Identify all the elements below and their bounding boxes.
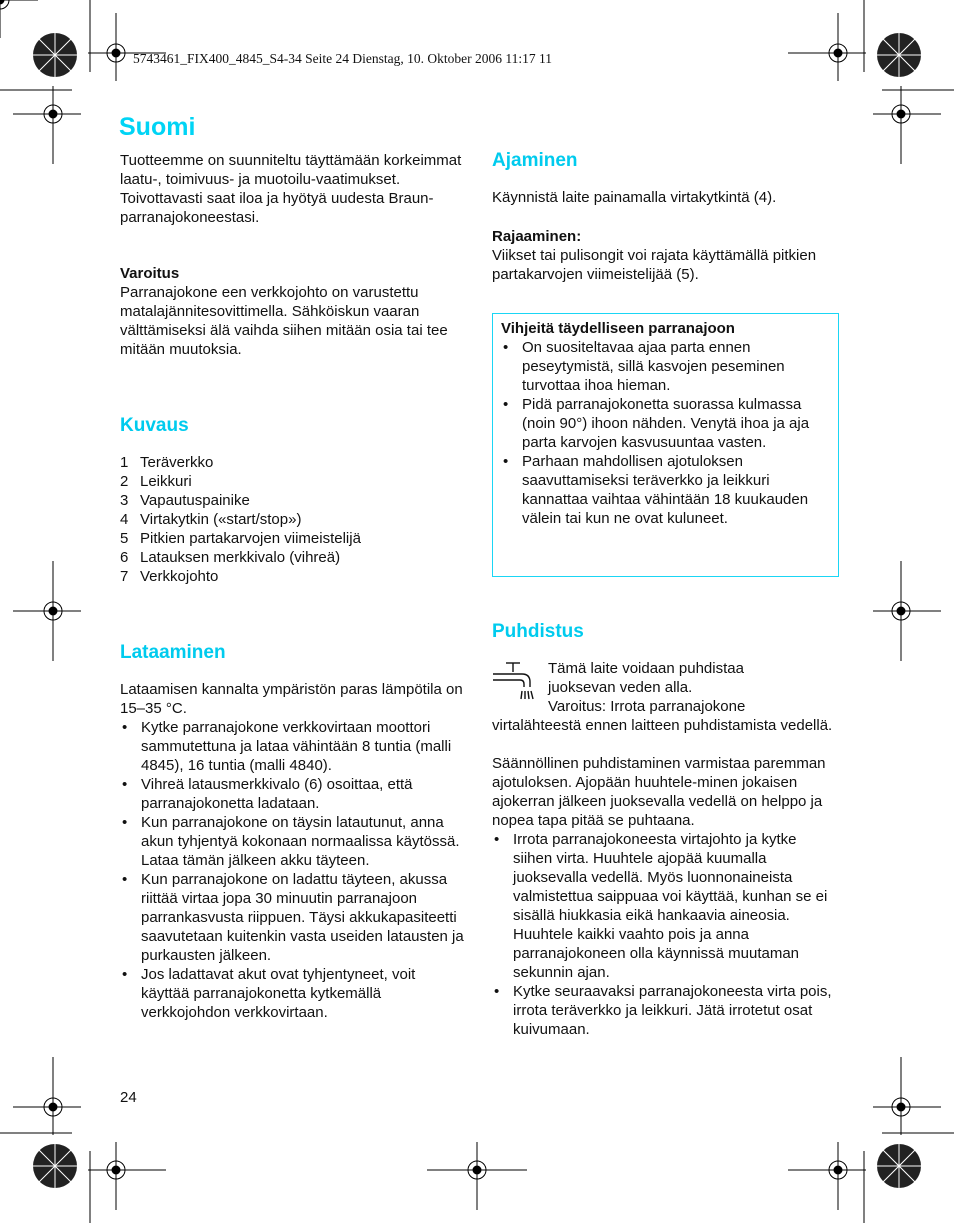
puhdistus-warning-rest: virtalähteestä ennen laitteen puhdistamista vedellä. (492, 717, 833, 734)
kuvaus-heading: Kuvaus (120, 415, 189, 436)
warning-text: Parranajokone een verkkojohto on varustettu matalajännitesovittimella. Sähköiskun vaaran välttämiseksi älä vaihda siihen mitään osia tai tee mitään muutoksia. (120, 284, 448, 358)
puhdistus-heading: Puhdistus (492, 621, 584, 642)
list-item: • Parhaan mahdollisen ajotuloksen saavuttamiseksi teräverkko ja leikkuri kannattaa vaihtaa vähintään 18 kuukauden välein tai kun ne ovat kuluneet. (501, 452, 830, 528)
warning-heading: Varoitus (120, 265, 180, 282)
rajaaminen-section (492, 227, 839, 284)
parts-list (120, 453, 465, 586)
list-item: 5 Pitkien partakarvojen viimeistelijä (120, 530, 361, 547)
list-item: • Kytke parranajokone verkkovirtaan moottori sammutettuna ja lataa vähintään 8 tuntia (malli 4845), 16 tuntia (malli 4840). (120, 718, 465, 775)
list-item: • Irrota parranajokoneesta virtajohto ja kytke siihen virta. Huuhtele ajopää kuumalla juoksevalla vedellä. Myös luonnonaineista valmistettua saippuaa voi käyttää, kunhan se ei sisällä hiukkasia eikä hankaavia aineosia. Huuhtele kaikki vaahto pois ja anna parranajokoneen olla käynnissä muutaman sekunnin ajan. (492, 830, 839, 982)
rajaaminen-text: Viikset tai pulisongit voi rajata käyttämällä pitkien partakarvojen viimeistelijää (5). (492, 247, 817, 283)
page-number: 24 (120, 1089, 137, 1106)
puhdistus-line3: Varoitus: Irrota parranajokone (548, 698, 746, 715)
puhdistus-line1: Tämä laite voidaan puhdistaa (548, 660, 744, 677)
page-title: Suomi (119, 113, 196, 141)
warning-section (120, 264, 465, 359)
rajaaminen-heading: Rajaaminen: (492, 228, 582, 245)
tips-heading: Vihjeitä täydelliseen parranajoon (501, 320, 735, 337)
charging-list (120, 718, 465, 1022)
lataaminen-heading: Lataaminen (120, 642, 226, 663)
tips-list (501, 338, 830, 528)
list-item: 1 Teräverkko (120, 454, 214, 471)
list-item: • Kun parranajokone on täysin latautunut, anna akun tyhjentyä kokonaan normaalissa käytössä. Lataa tämän jälkeen akku täyteen. (120, 813, 465, 870)
puhdistus-lines (548, 659, 840, 716)
lataaminen-intro: Lataamisen kannalta ympäristön paras lämpötila on 15–35 °C. (120, 681, 463, 717)
list-item: 6 Latauksen merkkivalo (vihreä) (120, 549, 341, 566)
list-item: • Jos ladattavat akut ovat tyhjentyneet, voit käyttää parranajokonetta kytkemällä verkkojohdon verkkovirtaan. (120, 965, 465, 1022)
puhdistus-line2: juoksevan veden alla. (548, 679, 693, 696)
faucet-icon (492, 660, 538, 707)
puhdistus-paragraph: Säännöllinen puhdistaminen varmistaa paremman ajotuloksen. Ajopään huuhtele-minen jokaisen ajokerran jälkeen juoksevalla vedellä on helppo ja nopea tapa pitää se puhtaana. (492, 755, 826, 829)
print-slug: 5743461_FIX400_4845_S4-34 Seite 24 Dienstag, 10. Oktober 2006 11:17 11 (133, 51, 552, 66)
ajaminen-heading: Ajaminen (492, 150, 578, 171)
list-item: 4 Virtakytkin («start/stop») (120, 511, 302, 528)
list-item: • On suositeltavaa ajaa parta ennen peseytymistä, sillä kasvojen peseminen turvottaa ihoa hieman. (501, 338, 830, 395)
intro-text: Tuotteemme on suunniteltu täyttämään korkeimmat laatu-, toimivuus- ja muotoilu-vaatimukset. Toivottavasti saat iloa ja hyötyä uudesta Braun-parranajokoneestasi. (120, 152, 462, 226)
ajaminen-text: Käynnistä laite painamalla virtakytkintä (4). (492, 189, 777, 206)
tips-box (492, 313, 839, 577)
list-item: • Kytke seuraavaksi parranajokoneesta virta pois, irrota teräverkko ja leikkuri. Jätä irrotetut osat kuivumaan. (492, 982, 839, 1039)
list-item: 7 Verkkojohto (120, 568, 219, 585)
puhdistus-section (492, 716, 839, 1039)
list-item: • Vihreä latausmerkkivalo (6) osoittaa, että parranajokonetta ladataan. (120, 775, 465, 813)
lataaminen-section (120, 680, 465, 1022)
cleaning-list (492, 830, 839, 1039)
list-item: • Pidä parranajokonetta suorassa kulmassa (noin 90°) ihoon nähden. Venytä ihoa ja aja parta karvojen kasvusuuntaa vasten. (501, 395, 830, 452)
list-item: • Kun parranajokone on ladattu täyteen, akussa riittää virtaa jopa 30 minuutin parranajoon parrankasvusta riippuen. Täysi akkukapasiteetti saavutetaan kuitenkin vasta useiden latausten ja purkausten jälkeen. (120, 870, 465, 965)
list-item: 3 Vapautuspainike (120, 492, 250, 509)
list-item: 2 Leikkuri (120, 473, 192, 490)
